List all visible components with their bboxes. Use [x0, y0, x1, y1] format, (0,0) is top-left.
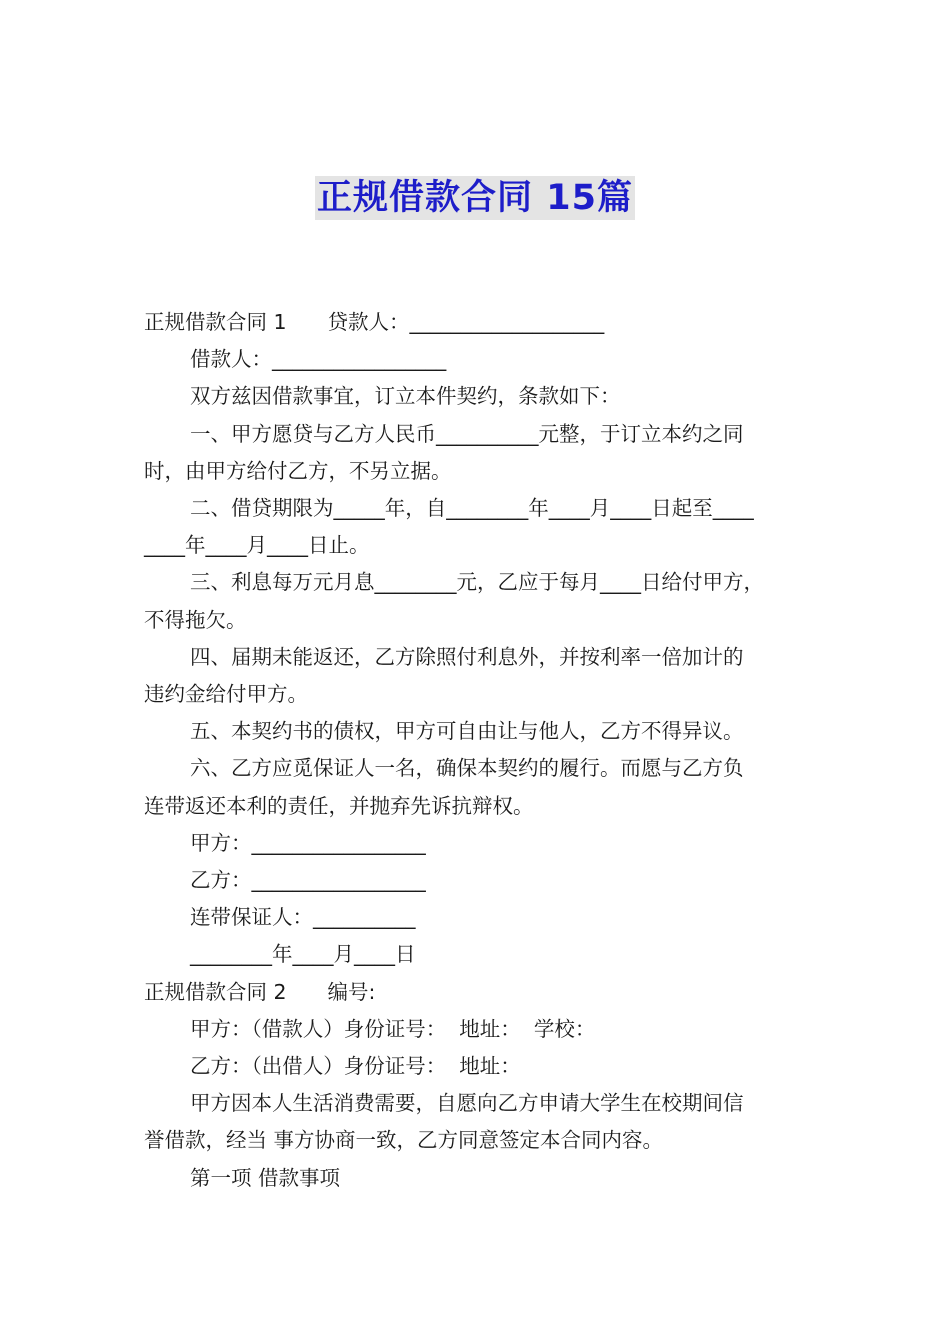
document-line: 六、乙方应觅保证人一名，确保本契约的履行。而愿与乙方负	[190, 756, 744, 781]
document-line: 违约金给付甲方。	[144, 682, 308, 707]
document-line: 三、利息每万元月息________元，乙应于每月____日给付甲方，	[190, 570, 764, 595]
document-line: 连带返还本利的责任，并抛弃先诉抗辩权。	[144, 793, 534, 818]
document-body	[144, 304, 824, 1197]
document-line: 连带保证人：__________	[190, 905, 416, 930]
document-line: 时，由甲方给付乙方，不另立据。	[144, 458, 452, 483]
document-line: 甲方因本人生活消费需要，自愿向乙方申请大学生在校期间信	[190, 1091, 744, 1116]
document-line: 乙方：_________________	[190, 868, 426, 893]
document-title-text: 正规借款合同 15篇	[317, 178, 633, 218]
document-line: ____年____月____日止。	[144, 533, 370, 558]
document-title	[0, 176, 950, 220]
document-line: 一、甲方愿贷与乙方人民币__________元整，于订立本约之同	[190, 421, 744, 446]
document-line: 五、本契约书的债权，甲方可自由让与他人，乙方不得异议。	[190, 719, 744, 744]
document-line: 借款人：_________________	[190, 347, 447, 372]
document-line: 正规借款合同 2 编号:	[144, 979, 376, 1004]
document-line: 二、借贷期限为_____年，自________年____月____日起至____	[190, 496, 754, 521]
document-line: 正规借款合同 1 贷款人：___________________	[144, 310, 605, 334]
document-line: 第一项 借款事项	[190, 1165, 341, 1190]
document-line: 双方兹因借款事宜，订立本件契约，条款如下：	[190, 384, 621, 409]
document-line: 乙方：（出借人）身份证号： 地址：	[190, 1054, 521, 1079]
document-line: 不得拖欠。	[144, 607, 247, 632]
document-line: 甲方：_________________	[190, 830, 426, 855]
document-line: 四、届期未能返还，乙方除照付利息外，并按利率一倍加计的	[190, 644, 744, 669]
document-line: 甲方：（借款人）身份证号： 地址： 学校：	[190, 1016, 596, 1041]
document-line: ________年____月____日	[190, 942, 416, 967]
document-line: 誉借款，经当 事方协商一致，乙方同意签定本合同内容。	[144, 1128, 664, 1153]
